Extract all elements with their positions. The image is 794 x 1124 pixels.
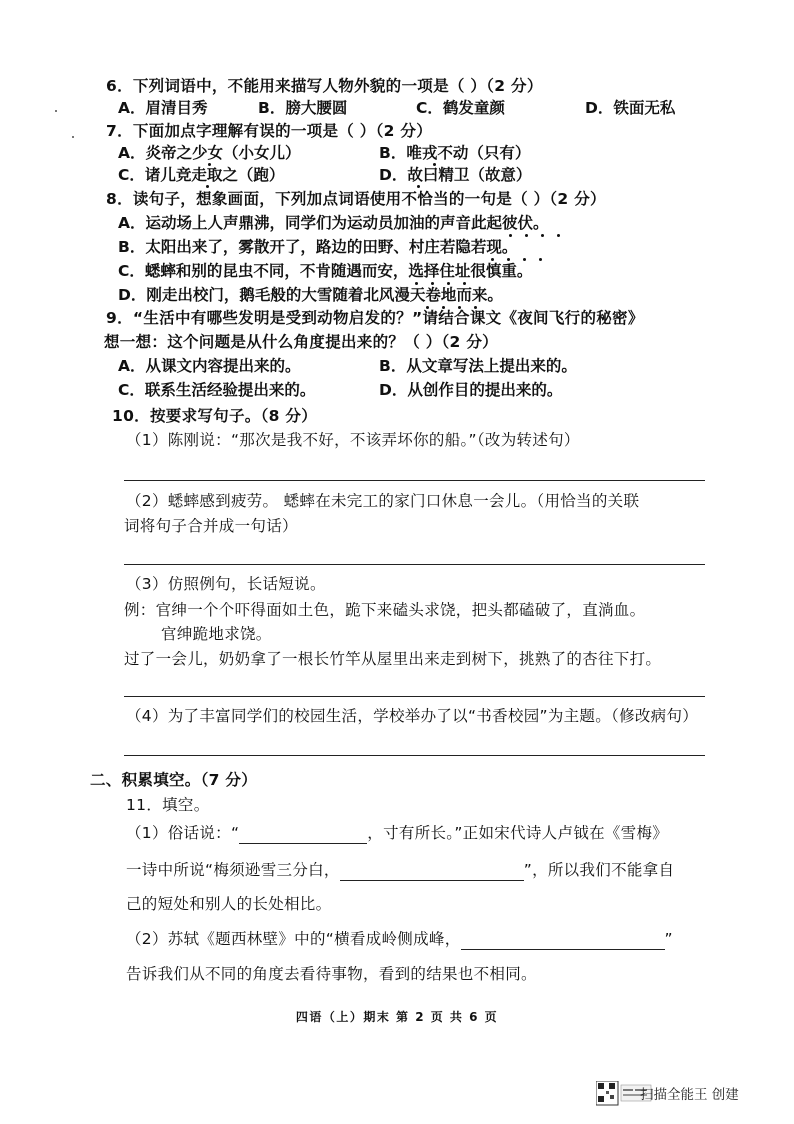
q6-option-c: C．鹤发童颜 [416,99,505,117]
q11-part1-line1 [126,822,668,844]
q10-part3-example-line2: 官绅跪地求饶。 [161,625,272,643]
emphasis-dot [541,234,544,237]
q10-part2-line1: （2）蟋蟀感到疲劳。 蟋蟀在未完工的家门口休息一会儿。（用恰当的关联 [126,492,640,510]
q6-option-b: B．膀大腰圆 [258,99,348,117]
q10-part3: （3）仿照例句，长话短说。 [126,575,326,593]
q10-part3-example-line1: 例：官绅一个个吓得面如土色，跪下来磕头求饶，把头都磕破了，直淌血。 [124,601,646,619]
q10-part4: （4）为了丰富同学们的校园生活，学校举办了以“书香校园”为主题。（修改病句） [126,707,699,725]
q7-option-c: C．诸儿竞走取之（跑） [118,166,285,184]
q10-part2-line2: 词将句子合并成一句话） [124,517,298,535]
q8-option-c: C．蟋蟀和别的昆虫不同，不肯随遇而安，选择住址很慎重。 [118,262,533,280]
q11-part2-text-a: （2）苏轼《题西林壁》中的“横看成岭侧成峰， [126,930,461,948]
q10-part3-task: 过了一会儿，奶奶拿了一根长竹竿从屋里出来走到树下，挑熟了的杏往下打。 [124,650,662,668]
q11-title: 11．填空。 [126,796,210,814]
emphasis-dot [525,234,528,237]
answer-line [124,696,705,697]
fill-in-blank[interactable] [461,933,665,950]
emphasis-dot [509,234,512,237]
q6-stem: 6．下列词语中，不能用来描写人物外貌的一项是（ ）（2 分） [106,77,543,95]
q9-option-d: D．从创作目的提出来的。 [379,381,563,399]
q11-part2-line1 [126,928,673,950]
emphasis-dot [433,163,436,166]
emphasis-dot [447,282,450,285]
q11-part2-text-b: ” [664,930,673,948]
q8-option-a: A．运动场上人声鼎沸，同学们为运动员加油的声音此起彼伏。 [118,214,549,232]
q11-part1-line2 [126,859,674,881]
emphasis-dot [557,234,560,237]
answer-line [124,755,705,756]
q11-part2-line2: 告诉我们从不同的角度去看待事物，看到的结果也不相同。 [126,965,537,983]
watermark-text: 扫描全能王 创建 [640,1087,739,1103]
emphasis-dot [463,282,466,285]
q7-option-a: A．炎帝之少女（小女儿） [118,144,301,162]
scan-speck [55,110,57,112]
q9-stem-line2: 想一想：这个问题是从什么角度提出来的？（ ）（2 分） [104,333,498,351]
q10-part1: （1）陈刚说：“那次是我不好，不该弄坏你的船。”（改为转述句） [126,431,580,449]
emphasis-dot [208,163,211,166]
q11-part1-text-a: （1）俗话说：“ [126,824,240,842]
q9-option-b: B．从文章写法上提出来的。 [379,357,577,375]
q9-option-c: C．联系生活经验提出来的。 [118,381,316,399]
q6-option-a: A．眉清目秀 [118,99,208,117]
answer-line [124,480,705,481]
q8-stem: 8．读句子，想象画面，下列加点词语使用不恰当的一句是（ ）（2 分） [106,190,606,208]
emphasis-dot [507,258,510,261]
fill-in-blank[interactable] [340,864,524,881]
q9-stem-line1: 9．“生活中有哪些发明是受到动物启发的？”请结合课文《夜间飞行的秘密》 [106,309,644,327]
q11-part1-line3: 己的短处和别人的长处相比。 [126,895,332,913]
q10-title: 10．按要求写句子。（8 分） [112,407,318,425]
q11-part1-text-c: 一诗中所说“梅须逊雪三分白， [126,861,340,879]
fill-in-blank[interactable] [239,827,367,844]
page-footer: 四语（上）期末 第 2 页 共 6 页 [295,1010,499,1024]
q6-option-d: D．铁面无私 [585,99,676,117]
q7-option-d: D．故曰精卫（故意） [379,166,532,184]
q8-option-b: B．太阳出来了，雾散开了，路边的田野、村庄若隐若现。 [118,238,518,256]
q7-option-b: B．唯戎不动（只有） [379,144,531,162]
emphasis-dot [523,258,526,261]
q8-option-d: D．刚走出校门，鹅毛般的大雪随着北风漫天卷地而来。 [118,286,503,304]
emphasis-dot [491,258,494,261]
scan-speck [72,136,74,138]
q11-part1-text-b: ，寸有所长。”正如宋代诗人卢钺在《雪梅》 [367,824,669,842]
answer-line [124,564,705,565]
section2-title: 二、积累填空。（7 分） [90,771,258,789]
q7-stem: 7．下面加点字理解有误的一项是（ ）（2 分） [106,122,433,140]
q11-part1-text-d: ”，所以我们不能拿自 [523,861,675,879]
emphasis-dot [539,258,542,261]
emphasis-dot [431,282,434,285]
q9-option-a: A．从课文内容提出来的。 [118,357,301,375]
emphasis-dot [415,282,418,285]
